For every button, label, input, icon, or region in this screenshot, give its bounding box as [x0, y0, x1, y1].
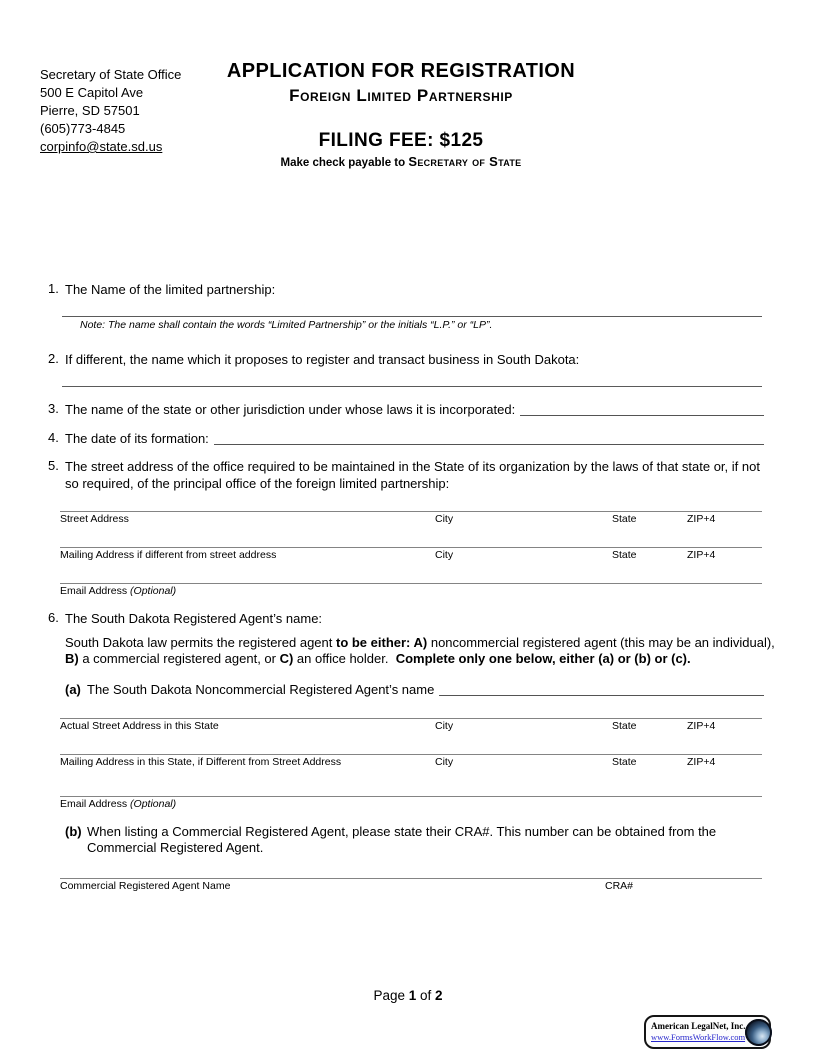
- addr1-mailing-state-label: State: [612, 549, 637, 561]
- item-6b-text: When listing a Commercial Registered Agent, please state their CRA#. This number can be obtained from the Commercial Registered Agent.: [87, 824, 717, 855]
- office-street: 500 E Capitol Ave: [40, 85, 144, 100]
- addr2-state-label: State: [612, 720, 637, 732]
- payable-prefix: Make check payable to: [280, 157, 409, 169]
- cra-number-label: CRA#: [605, 880, 634, 892]
- item-5: [48, 458, 764, 492]
- addr1-city-label: City: [435, 513, 454, 525]
- legalnet-company: American LegalNet, Inc.: [651, 1021, 746, 1031]
- item-3-label: The name of the state or other jurisdiction under whose laws it is incorporated:: [65, 402, 516, 417]
- item-3-number: 3.: [48, 401, 59, 416]
- formsworkflow-link[interactable]: www.FormsWorkFlow.com: [651, 1032, 746, 1042]
- item-6-number: 6.: [48, 610, 59, 625]
- item-6: [48, 610, 764, 627]
- addr1-email-row: [60, 583, 762, 597]
- item-4: [48, 430, 764, 447]
- addr1-mailing-city-label: City: [435, 549, 454, 561]
- office-city: Pierre, SD 57501: [40, 103, 140, 118]
- payable-line: [101, 154, 701, 169]
- page-subtitle: Foreign Limited Partnership: [289, 86, 513, 105]
- item-5-label: The street address of the office required to be maintained in the State of its organization by the laws of that state or, if not so required, of the principal office of the foreign limited partnership:: [65, 459, 760, 491]
- noncommercial-agent-name-field-line[interactable]: [439, 695, 764, 696]
- jurisdiction-field-line[interactable]: [520, 415, 764, 416]
- item-6a-marker: (a): [65, 682, 81, 697]
- item-5-number: 5.: [48, 458, 59, 473]
- form-body: [48, 276, 775, 936]
- payable-name: Secretary of State: [408, 154, 522, 169]
- addr2-street-label: Actual Street Address in this State: [60, 720, 219, 732]
- addr2-email-optional: (Optional): [130, 798, 177, 810]
- addr2-city-label: City: [435, 720, 454, 732]
- page-title: APPLICATION FOR REGISTRATION: [226, 60, 576, 82]
- item-6a-label: The South Dakota Noncommercial Registered Agent’s name: [87, 682, 435, 697]
- addr2-mailing-zip-label: ZIP+4: [687, 756, 716, 768]
- item-6-label: The South Dakota Registered Agent’s name:: [65, 611, 323, 626]
- page-number: Page 1 of 2: [373, 988, 443, 1003]
- formation-date-field-line[interactable]: [214, 444, 764, 445]
- current-page: 1: [408, 988, 417, 1003]
- office-phone: (605)773-4845: [40, 121, 126, 136]
- addr1-mailing-label: Mailing Address if different from street address: [60, 549, 277, 561]
- office-email-link[interactable]: corpinfo@state.sd.us: [40, 139, 163, 154]
- addr1-state-label: State: [612, 513, 637, 525]
- addr1-email-label: Email Address (Optional): [60, 585, 177, 597]
- item-1-number: 1.: [48, 281, 59, 296]
- addr1-zip-label: ZIP+4: [687, 513, 716, 525]
- total-pages: 2: [435, 988, 443, 1003]
- item-2-label: If different, the name which it proposes to register and transact business in South Dakota:: [65, 352, 580, 367]
- addr1-email-optional: (Optional): [130, 585, 177, 597]
- item-4-label: The date of its formation:: [65, 431, 209, 446]
- filing-fee: FILING FEE: $125: [318, 130, 484, 151]
- cra-name-label: Commercial Registered Agent Name: [60, 880, 231, 892]
- legalnet-globe-icon: [745, 1019, 772, 1046]
- item-2: [48, 351, 764, 368]
- addr1-street-label: Street Address: [60, 513, 129, 525]
- addr2-zip-label: ZIP+4: [687, 720, 716, 732]
- item-6a: [65, 682, 764, 698]
- addr1-mailing-zip-label: ZIP+4: [687, 549, 716, 561]
- item-2-number: 2.: [48, 351, 59, 366]
- sd-business-name-field-line[interactable]: [62, 386, 762, 387]
- item-1-label: The Name of the limited partnership:: [65, 282, 276, 297]
- addr2-email-row: [60, 796, 762, 810]
- addr2-email-label: Email Address (Optional): [60, 798, 177, 810]
- item-6b-marker: (b): [65, 824, 82, 839]
- addr1-mailing-row: [60, 547, 762, 561]
- cra-row: [60, 878, 762, 892]
- item-6b: [65, 824, 764, 856]
- item-1: [48, 281, 764, 298]
- addr2-mailing-city-label: City: [435, 756, 454, 768]
- title-block: [101, 60, 701, 169]
- partnership-name-field-line[interactable]: [62, 316, 762, 317]
- addr2-mailing-label: Mailing Address in this State, if Different from Street Address: [60, 756, 342, 768]
- addr2-mailing-state-label: State: [612, 756, 637, 768]
- item-4-number: 4.: [48, 430, 59, 445]
- item-3: [48, 401, 764, 418]
- addr2-mailing-row: [60, 754, 762, 768]
- registered-agent-paragraph: South Dakota law permits the registered agent to be either: A) noncommercial registered agent (this may be an individual), B) a commercial registered agent, or C) an office holder. Complete only one below, either (a) or (b) or (c).: [65, 635, 775, 666]
- name-note: Note: The name shall contain the words “Limited Partnership” or the initials “L.P.” or “LP”.: [80, 319, 493, 331]
- legalnet-badge: [644, 1015, 771, 1049]
- office-name: Secretary of State Office: [40, 67, 182, 82]
- addr2-street-row: [60, 718, 762, 732]
- addr1-street-row: [60, 511, 762, 525]
